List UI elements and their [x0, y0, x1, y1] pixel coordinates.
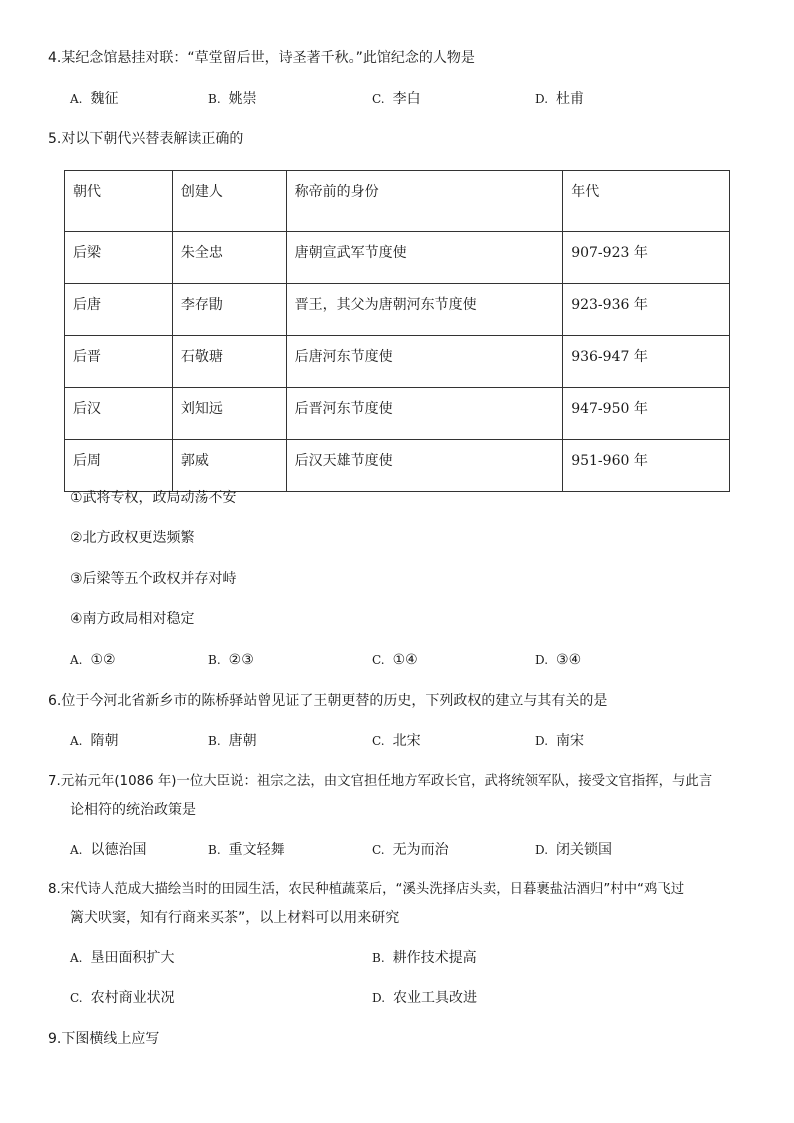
q4-option-d[interactable]: D. 杜甫	[535, 91, 585, 107]
table-row	[65, 284, 730, 336]
q5-option-d[interactable]: D. ③④	[535, 652, 582, 668]
statement-3: ③后梁等五个政权并存对峙	[70, 571, 237, 587]
q5-option-c[interactable]: C. ①④	[372, 652, 418, 668]
dynasty-table	[64, 170, 730, 492]
table-row	[65, 232, 730, 284]
question-7-stem-line1: 7.元祐元年(1086 年)一位大臣说：祖宗之法，由文官担任地方军政长官，武将统领军队，接受文官指挥，与此言	[48, 774, 713, 789]
table-cell: 晋王，其父为唐朝河东节度使	[286, 284, 563, 336]
statement-4: ④南方政局相对稳定	[70, 611, 195, 627]
q4-option-a[interactable]: A. 魏征	[70, 91, 119, 107]
table-cell: 后晋	[65, 336, 173, 388]
table-cell: 后周	[65, 440, 173, 492]
q8-option-d[interactable]: D. 农业工具改进	[372, 990, 478, 1006]
table-cell: 后唐	[65, 284, 173, 336]
q4-option-b[interactable]: B. 姚崇	[208, 91, 257, 107]
table-cell: 唐朝宣武军节度使	[286, 232, 563, 284]
table-cell: 后唐河东节度使	[286, 336, 563, 388]
table-cell: 石敬瑭	[172, 336, 286, 388]
table-cell: 后梁	[65, 232, 173, 284]
table-cell: 907-923 年	[563, 232, 730, 284]
table-row	[65, 440, 730, 492]
table-header-row	[65, 171, 730, 232]
table-cell: 李存勖	[172, 284, 286, 336]
table-cell: 951-960 年	[563, 440, 730, 492]
table-header-cell: 创建人	[172, 171, 286, 232]
question-6-stem: 6.位于今河北省新乡市的陈桥驿站曾见证了王朝更替的历史，下列政权的建立与其有关的是	[48, 693, 608, 709]
question-7-stem-line2: 论相符的统治政策是	[70, 802, 196, 818]
table-cell: 郭威	[172, 440, 286, 492]
table-cell: 后汉天雄节度使	[286, 440, 563, 492]
table-cell: 朱全忠	[172, 232, 286, 284]
table-cell: 923-936 年	[563, 284, 730, 336]
question-8-stem-line2: 篱犬吠窦，知有行商来买茶”，以上材料可以用来研究	[70, 910, 400, 926]
question-4-stem: 4.某纪念馆悬挂对联：“草堂留后世，诗圣著千秋。”此馆纪念的人物是	[48, 50, 475, 66]
question-8-stem-line1: 8.宋代诗人范成大描绘当时的田园生活，农民种植蔬菜后，“溪头洗择店头卖，日暮裹盐沽酒归”村中“鸡飞过	[48, 882, 685, 897]
q7-option-d[interactable]: D. 闭关锁国	[535, 842, 613, 858]
q5-option-b[interactable]: B. ②③	[208, 652, 254, 668]
statement-2: ②北方政权更迭频繁	[70, 530, 195, 546]
q8-option-a[interactable]: A. 垦田面积扩大	[70, 950, 175, 966]
table-header-cell: 年代	[563, 171, 730, 232]
q4-option-c[interactable]: C. 李白	[372, 91, 421, 107]
q6-option-c[interactable]: C. 北宋	[372, 733, 421, 749]
table-cell: 936-947 年	[563, 336, 730, 388]
question-9-stem: 9.下图横线上应写	[48, 1031, 160, 1047]
table-header-cell: 称帝前的身份	[286, 171, 563, 232]
table-cell: 后晋河东节度使	[286, 388, 563, 440]
q7-option-c[interactable]: C. 无为而治	[372, 842, 449, 858]
table-cell: 947-950 年	[563, 388, 730, 440]
q8-option-b[interactable]: B. 耕作技术提高	[372, 950, 477, 966]
table-row	[65, 336, 730, 388]
q7-option-a[interactable]: A. 以德治国	[70, 842, 147, 858]
table-row	[65, 388, 730, 440]
q7-option-b[interactable]: B. 重文轻舞	[208, 842, 285, 858]
question-5-stem: 5.对以下朝代兴替表解读正确的	[48, 131, 244, 147]
q6-option-a[interactable]: A. 隋朝	[70, 733, 119, 749]
table-cell: 后汉	[65, 388, 173, 440]
table-cell: 刘知远	[172, 388, 286, 440]
q6-option-d[interactable]: D. 南宋	[535, 733, 585, 749]
q8-option-c[interactable]: C. 农村商业状况	[70, 990, 175, 1006]
q6-option-b[interactable]: B. 唐朝	[208, 733, 257, 749]
q5-option-a[interactable]: A. ①②	[70, 652, 116, 668]
table-header-cell: 朝代	[65, 171, 173, 232]
statement-1: ①武将专权，政局动荡不安	[70, 490, 237, 506]
